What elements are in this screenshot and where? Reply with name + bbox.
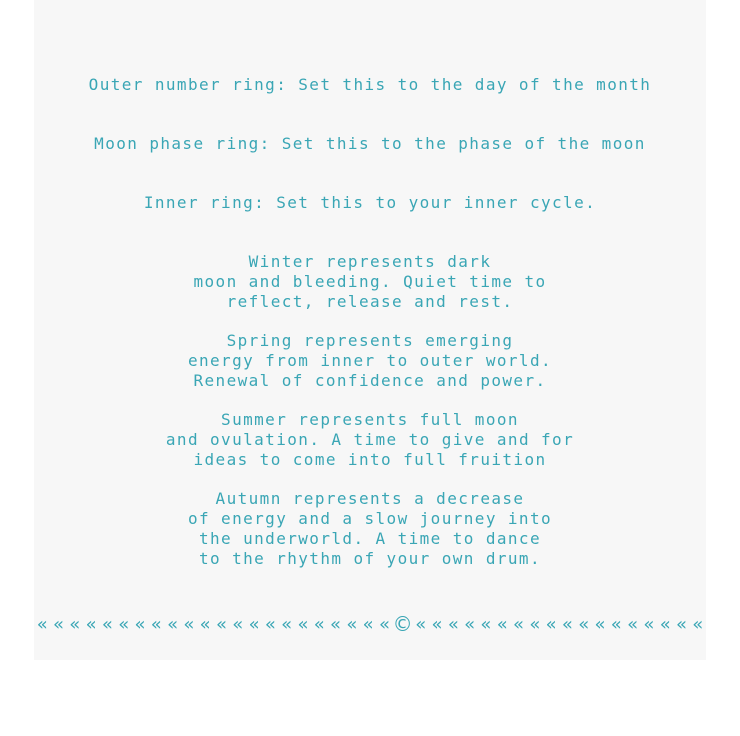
double-chevron-left-icon: « bbox=[610, 613, 622, 635]
double-chevron-left-icon: « bbox=[69, 613, 81, 635]
decorative-arrow-border bbox=[34, 612, 706, 636]
double-chevron-left-icon: « bbox=[480, 613, 492, 635]
double-chevron-left-icon: « bbox=[215, 613, 227, 635]
double-chevron-left-icon: « bbox=[545, 613, 557, 635]
inner-ring-instruction: Inner ring: Set this to your inner cycle. bbox=[143, 193, 597, 212]
double-chevron-left-icon: « bbox=[692, 613, 704, 635]
double-chevron-left-icon: « bbox=[36, 613, 48, 635]
double-chevron-left-icon: « bbox=[346, 613, 358, 635]
double-chevron-left-icon: « bbox=[529, 613, 541, 635]
double-chevron-left-icon: « bbox=[464, 613, 476, 635]
double-chevron-left-icon: « bbox=[248, 613, 260, 635]
double-chevron-left-icon: « bbox=[594, 613, 606, 635]
double-chevron-left-icon: « bbox=[362, 613, 374, 635]
double-chevron-left-icon: « bbox=[378, 613, 390, 635]
double-chevron-left-icon: « bbox=[85, 613, 97, 635]
double-chevron-left-icon: « bbox=[643, 613, 655, 635]
summer-description: Summer represents full moon and ovulation. A time to give and for ideas to come into full fruition bbox=[165, 410, 575, 469]
double-chevron-left-icon: « bbox=[53, 613, 65, 635]
double-chevron-left-icon: « bbox=[297, 613, 309, 635]
double-chevron-left-icon: « bbox=[415, 613, 427, 635]
double-chevron-left-icon: « bbox=[431, 613, 443, 635]
double-chevron-left-icon: « bbox=[313, 613, 325, 635]
autumn-description: Autumn represents a decrease of energy and a slow journey into the underworld. A time to dance to the rhythm of your own drum. bbox=[187, 489, 553, 568]
double-chevron-left-icon: « bbox=[167, 613, 179, 635]
double-chevron-left-icon: « bbox=[232, 613, 244, 635]
double-chevron-left-icon: « bbox=[281, 613, 293, 635]
double-chevron-left-icon: « bbox=[101, 613, 113, 635]
double-chevron-left-icon: « bbox=[659, 613, 671, 635]
instruction-card bbox=[34, 0, 706, 660]
double-chevron-left-icon: « bbox=[199, 613, 211, 635]
double-chevron-left-icon: « bbox=[496, 613, 508, 635]
copyright-icon: © bbox=[392, 612, 413, 636]
double-chevron-left-icon: « bbox=[447, 613, 459, 635]
double-chevron-left-icon: « bbox=[675, 613, 687, 635]
moon-ring-instruction: Moon phase ring: Set this to the phase of the moon bbox=[94, 134, 646, 153]
double-chevron-left-icon: « bbox=[134, 613, 146, 635]
double-chevron-left-icon: « bbox=[330, 613, 342, 635]
double-chevron-left-icon: « bbox=[150, 613, 162, 635]
double-chevron-left-icon: « bbox=[561, 613, 573, 635]
double-chevron-left-icon: « bbox=[578, 613, 590, 635]
double-chevron-left-icon: « bbox=[627, 613, 639, 635]
double-chevron-left-icon: « bbox=[264, 613, 276, 635]
double-chevron-left-icon: « bbox=[183, 613, 195, 635]
spring-description: Spring represents emerging energy from inner to outer world. Renewal of confidence and power. bbox=[187, 331, 553, 390]
double-chevron-left-icon: « bbox=[513, 613, 525, 635]
winter-description: Winter represents dark moon and bleeding. Quiet time to reflect, release and rest. bbox=[193, 252, 547, 311]
double-chevron-left-icon: « bbox=[118, 613, 130, 635]
outer-ring-instruction: Outer number ring: Set this to the day of the month bbox=[88, 75, 652, 94]
